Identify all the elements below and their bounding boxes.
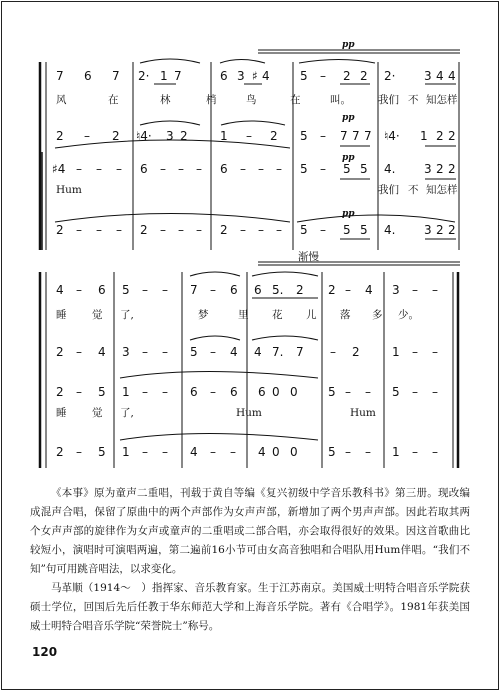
svg-text:5: 5	[300, 69, 308, 83]
svg-text:–: –	[76, 385, 82, 399]
svg-text:4: 4	[56, 283, 64, 297]
svg-text:我们: 我们	[378, 94, 399, 106]
svg-text:2: 2	[352, 345, 360, 359]
svg-text:4: 4	[436, 69, 444, 83]
svg-text:林: 林	[160, 94, 171, 106]
svg-text:–: –	[230, 445, 236, 459]
svg-text:2: 2	[448, 223, 456, 237]
svg-text:–: –	[345, 445, 351, 459]
svg-text:1: 1	[122, 385, 130, 399]
commentary-paragraph-2: 马革顺（1914～ ）指挥家、音乐教育家。生于江苏南京。美国威士明特合唱音乐学院获硕士学位，回国后先后任教于华东师范大学和上海音乐学院。著有《合唱学》。1981年获美国威士明特合唱音乐学院“荣誉院士”称号。	[30, 582, 470, 632]
svg-text:5: 5	[360, 223, 368, 237]
svg-text:4: 4	[98, 345, 106, 359]
svg-text:7: 7	[112, 69, 120, 83]
svg-text:–: –	[76, 162, 82, 176]
svg-text:2: 2	[360, 69, 368, 83]
svg-text:1: 1	[392, 345, 400, 359]
svg-text:知怎样: 知怎样	[426, 184, 458, 196]
svg-text:2: 2	[436, 129, 444, 143]
svg-text:7: 7	[56, 69, 64, 83]
svg-text:风: 风	[56, 94, 67, 106]
svg-text:5: 5	[343, 162, 351, 176]
commentary	[30, 484, 470, 636]
s2-v1-lyrics	[56, 308, 419, 321]
svg-text:不: 不	[408, 94, 419, 106]
svg-text:4.: 4.	[384, 223, 396, 237]
svg-text:3: 3	[392, 283, 400, 297]
system1-barlines	[133, 62, 459, 250]
svg-text:2: 2	[140, 223, 148, 237]
svg-text:觉: 觉	[92, 407, 103, 419]
svg-text:5: 5	[190, 345, 198, 359]
svg-text:–: –	[162, 385, 168, 399]
svg-text:不: 不	[408, 184, 419, 196]
svg-text:5: 5	[98, 385, 106, 399]
svg-text:叫。: 叫。	[330, 94, 351, 106]
svg-text:–: –	[412, 345, 418, 359]
svg-text:–: –	[210, 345, 216, 359]
svg-text:里: 里	[238, 309, 249, 321]
svg-text:5: 5	[328, 445, 336, 459]
svg-text:♯: ♯	[252, 69, 258, 83]
svg-text:我们: 我们	[378, 184, 399, 196]
svg-text:6: 6	[98, 283, 106, 297]
svg-text:多: 多	[372, 309, 383, 321]
svg-text:7: 7	[352, 129, 360, 143]
svg-text:–: –	[178, 162, 184, 176]
svg-text:7: 7	[174, 69, 182, 83]
svg-text:5: 5	[300, 129, 308, 143]
svg-text:–: –	[345, 385, 351, 399]
svg-text:♯4: ♯4	[52, 162, 66, 176]
svg-text:–: –	[276, 162, 282, 176]
svg-text:0: 0	[290, 385, 298, 399]
svg-text:2: 2	[220, 223, 228, 237]
svg-text:6: 6	[190, 385, 198, 399]
svg-text:–: –	[246, 129, 252, 143]
svg-text:2: 2	[436, 162, 444, 176]
svg-text:花: 花	[272, 309, 283, 321]
svg-text:2: 2	[56, 445, 64, 459]
svg-text:4: 4	[448, 69, 456, 83]
svg-text:–: –	[320, 162, 326, 176]
svg-text:–: –	[365, 445, 371, 459]
svg-text:–: –	[196, 223, 202, 237]
svg-text:6: 6	[230, 385, 238, 399]
svg-text:0: 0	[290, 445, 298, 459]
svg-text:落: 落	[340, 309, 351, 321]
svg-text:7: 7	[340, 129, 348, 143]
svg-text:少。: 少。	[398, 309, 419, 321]
svg-text:2: 2	[56, 385, 64, 399]
svg-text:2: 2	[448, 162, 456, 176]
svg-text:–: –	[432, 345, 438, 359]
svg-text:0: 0	[272, 445, 280, 459]
svg-text:4: 4	[254, 345, 262, 359]
s1-v2-notes	[56, 129, 456, 143]
svg-text:–: –	[432, 283, 438, 297]
svg-text:3: 3	[166, 129, 174, 143]
svg-text:7: 7	[190, 283, 198, 297]
svg-text:睡: 睡	[56, 309, 67, 321]
svg-text:–: –	[76, 283, 82, 297]
svg-text:–: –	[210, 283, 216, 297]
svg-text:6: 6	[254, 283, 262, 297]
s1-v1-notes	[56, 69, 456, 83]
svg-text:–: –	[76, 445, 82, 459]
svg-text:–: –	[76, 345, 82, 359]
s1-v3-notes	[52, 162, 456, 176]
svg-text:在: 在	[290, 94, 301, 106]
s2-v3-lyrics	[56, 406, 376, 419]
svg-text:0: 0	[272, 385, 280, 399]
svg-text:3: 3	[122, 345, 130, 359]
svg-text:–: –	[142, 345, 148, 359]
svg-text:2: 2	[343, 69, 351, 83]
svg-text:4: 4	[262, 69, 270, 83]
svg-text:睡: 睡	[56, 407, 67, 419]
svg-text:5: 5	[300, 162, 308, 176]
system2-barlines	[114, 272, 458, 468]
svg-text:♮4·: ♮4·	[136, 129, 152, 143]
svg-text:–: –	[196, 162, 202, 176]
svg-text:–: –	[365, 385, 371, 399]
svg-text:–: –	[116, 223, 122, 237]
svg-text:5: 5	[343, 223, 351, 237]
svg-text:♮4·: ♮4·	[384, 129, 400, 143]
svg-text:了,: 了,	[120, 407, 134, 419]
svg-text:–: –	[210, 385, 216, 399]
svg-text:1: 1	[392, 445, 400, 459]
dynamic-pp-2: pp	[342, 113, 355, 123]
svg-text:–: –	[412, 445, 418, 459]
svg-text:梦: 梦	[198, 309, 209, 321]
svg-text:2: 2	[180, 129, 188, 143]
svg-text:2: 2	[436, 223, 444, 237]
svg-text:Hum: Hum	[236, 407, 262, 419]
svg-text:2·: 2·	[138, 69, 150, 83]
svg-text:–: –	[84, 129, 90, 143]
s1-v1-lyrics	[56, 93, 458, 106]
s1-v3-lyrics	[56, 183, 458, 196]
svg-text:2: 2	[296, 283, 304, 297]
dynamic-pp-3: pp	[342, 153, 355, 163]
s1-v4-notes	[56, 223, 456, 237]
svg-text:在: 在	[108, 94, 119, 106]
svg-text:2: 2	[56, 345, 64, 359]
svg-text:–: –	[160, 223, 166, 237]
svg-text:了,: 了,	[120, 309, 134, 321]
svg-text:4.: 4.	[384, 162, 396, 176]
svg-text:5: 5	[392, 385, 400, 399]
svg-text:梢: 梢	[206, 94, 217, 106]
svg-text:–: –	[320, 223, 326, 237]
svg-text:–: –	[345, 283, 351, 297]
svg-text:1: 1	[160, 69, 168, 83]
svg-text:知怎样: 知怎样	[426, 94, 458, 106]
svg-text:2: 2	[328, 283, 336, 297]
svg-text:6: 6	[220, 69, 228, 83]
svg-text:2: 2	[112, 129, 120, 143]
svg-text:–: –	[96, 223, 102, 237]
commentary-paragraph-1: 《本事》原为童声二重唱，刊载于黄自等编《复兴初级中学音乐教科书》第三册。现改编成混声合唱，保留了原曲中的两个声部作为女声声部，新增加了两个男声声部。因此若取其两个女声声部的旋律作为女声或童声的二重唱或二部合唱，亦会取得很好的效果。因这首歌曲比较短小，演唱时可演唱两遍，第二遍前16小节可由女高音独唱和合唱队用Hum伴唱。“我们不知”句可用跳音唱法，以求变化。	[30, 487, 470, 575]
svg-text:3: 3	[424, 223, 432, 237]
svg-text:–: –	[162, 345, 168, 359]
svg-text:4: 4	[230, 345, 238, 359]
svg-text:7: 7	[364, 129, 372, 143]
svg-text:–: –	[432, 385, 438, 399]
svg-text:1: 1	[420, 129, 428, 143]
tie-s1-v4	[55, 214, 290, 223]
svg-text:觉: 觉	[92, 309, 103, 321]
dynamic-pp-4: pp	[342, 209, 355, 219]
svg-text:–: –	[162, 283, 168, 297]
svg-text:4: 4	[190, 445, 198, 459]
tempo-rit: 渐慢	[298, 251, 319, 263]
svg-text:7: 7	[296, 345, 304, 359]
svg-text:3: 3	[237, 69, 245, 83]
svg-text:6: 6	[220, 162, 228, 176]
svg-text:–: –	[432, 445, 438, 459]
svg-text:2·: 2·	[384, 69, 396, 83]
svg-text:1: 1	[220, 129, 228, 143]
svg-text:2: 2	[56, 223, 64, 237]
svg-text:–: –	[330, 345, 336, 359]
svg-text:4: 4	[258, 445, 266, 459]
svg-text:5: 5	[328, 385, 336, 399]
svg-text:5.: 5.	[272, 283, 284, 297]
svg-text:5: 5	[98, 445, 106, 459]
svg-text:–: –	[240, 223, 246, 237]
svg-text:5: 5	[122, 283, 130, 297]
svg-text:2: 2	[270, 129, 278, 143]
svg-text:–: –	[160, 162, 166, 176]
svg-text:6: 6	[84, 69, 92, 83]
svg-text:–: –	[412, 283, 418, 297]
svg-text:鸟: 鸟	[246, 94, 257, 106]
svg-text:6: 6	[140, 162, 148, 176]
svg-text:–: –	[258, 223, 264, 237]
svg-text:3: 3	[424, 162, 432, 176]
svg-text:4: 4	[365, 283, 373, 297]
svg-text:–: –	[76, 223, 82, 237]
svg-text:2: 2	[448, 129, 456, 143]
svg-text:–: –	[210, 445, 216, 459]
svg-text:儿: 儿	[306, 309, 317, 321]
svg-text:6: 6	[230, 283, 238, 297]
svg-text:–: –	[142, 385, 148, 399]
svg-text:–: –	[258, 162, 264, 176]
svg-text:–: –	[162, 445, 168, 459]
page-number: 120	[32, 645, 58, 659]
svg-text:–: –	[320, 129, 326, 143]
svg-text:–: –	[276, 223, 282, 237]
svg-text:–: –	[142, 283, 148, 297]
svg-text:5: 5	[360, 162, 368, 176]
svg-text:3: 3	[424, 69, 432, 83]
svg-text:–: –	[96, 162, 102, 176]
svg-text:1: 1	[122, 445, 130, 459]
svg-text:6: 6	[258, 385, 266, 399]
svg-text:2: 2	[56, 129, 64, 143]
svg-text:Hum: Hum	[56, 184, 82, 196]
svg-text:5: 5	[300, 223, 308, 237]
dynamic-pp-1: pp	[342, 40, 355, 50]
svg-text:–: –	[240, 162, 246, 176]
svg-text:–: –	[142, 445, 148, 459]
svg-text:Hum: Hum	[350, 407, 376, 419]
svg-text:–: –	[178, 223, 184, 237]
svg-text:–: –	[116, 162, 122, 176]
svg-text:–: –	[320, 69, 326, 83]
svg-text:7.: 7.	[272, 345, 284, 359]
svg-text:–: –	[412, 385, 418, 399]
